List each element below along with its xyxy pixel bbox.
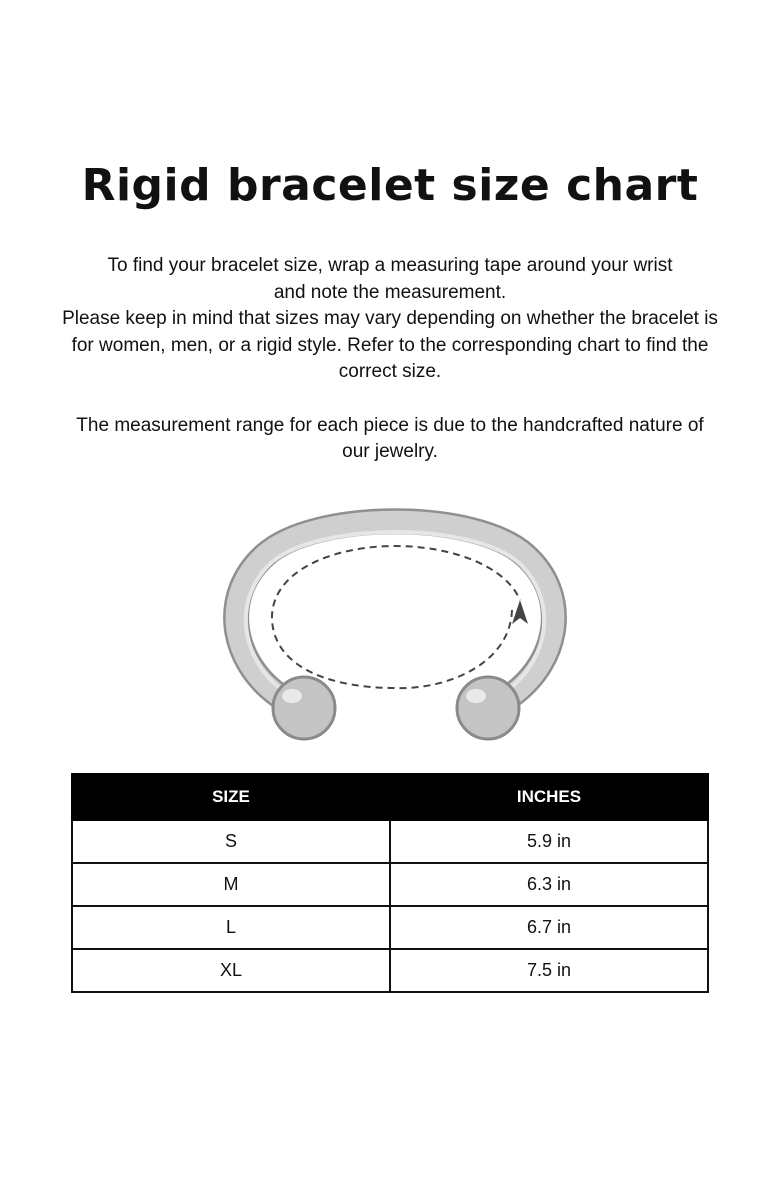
- header-inches: INCHES: [390, 774, 708, 820]
- inches-cell: 6.7 in: [390, 906, 708, 949]
- intro-line-1: To find your bracelet size, wrap a measuring tape around your wrist: [107, 255, 673, 276]
- bracelet-ball-right: [457, 677, 519, 739]
- table-header-row: [72, 774, 708, 820]
- header-size: SIZE: [72, 774, 390, 820]
- size-cell: M: [72, 863, 390, 906]
- inches-cell: 6.3 in: [390, 863, 708, 906]
- size-cell: S: [72, 820, 390, 863]
- bracelet-band-highlight: [246, 532, 544, 690]
- size-cell: L: [72, 906, 390, 949]
- size-cell: XL: [72, 949, 390, 992]
- measuring-dashed-line: [272, 546, 520, 688]
- table-row: [72, 863, 708, 906]
- inches-cell: 5.9 in: [390, 820, 708, 863]
- table-row: [72, 820, 708, 863]
- inches-cell: 7.5 in: [390, 949, 708, 992]
- bracelet-ball-left: [273, 677, 335, 739]
- intro-line-3: Please keep in mind that sizes may vary depending on whether the bracelet is for women, men, or a rigid style. Refer to the corresponding chart to find the correct size.: [62, 308, 718, 382]
- intro-line-4: The measurement range for each piece is due to the handcrafted nature of our jewelry.: [76, 414, 704, 462]
- ball-highlight-left: [282, 689, 302, 703]
- page-title: Rigid bracelet size chart: [81, 160, 699, 211]
- bracelet-band-fill: [236, 521, 554, 695]
- size-chart-table: [71, 773, 709, 993]
- table-row: [72, 906, 708, 949]
- arrow-head-icon: [512, 600, 528, 624]
- intro-line-2: and note the measurement.: [273, 281, 507, 303]
- open-cuff-bracelet-icon: [220, 500, 570, 745]
- paragraph-gap: [60, 386, 720, 413]
- table-row: [72, 949, 708, 992]
- intro-text: [60, 253, 720, 466]
- ball-highlight-right: [466, 689, 486, 703]
